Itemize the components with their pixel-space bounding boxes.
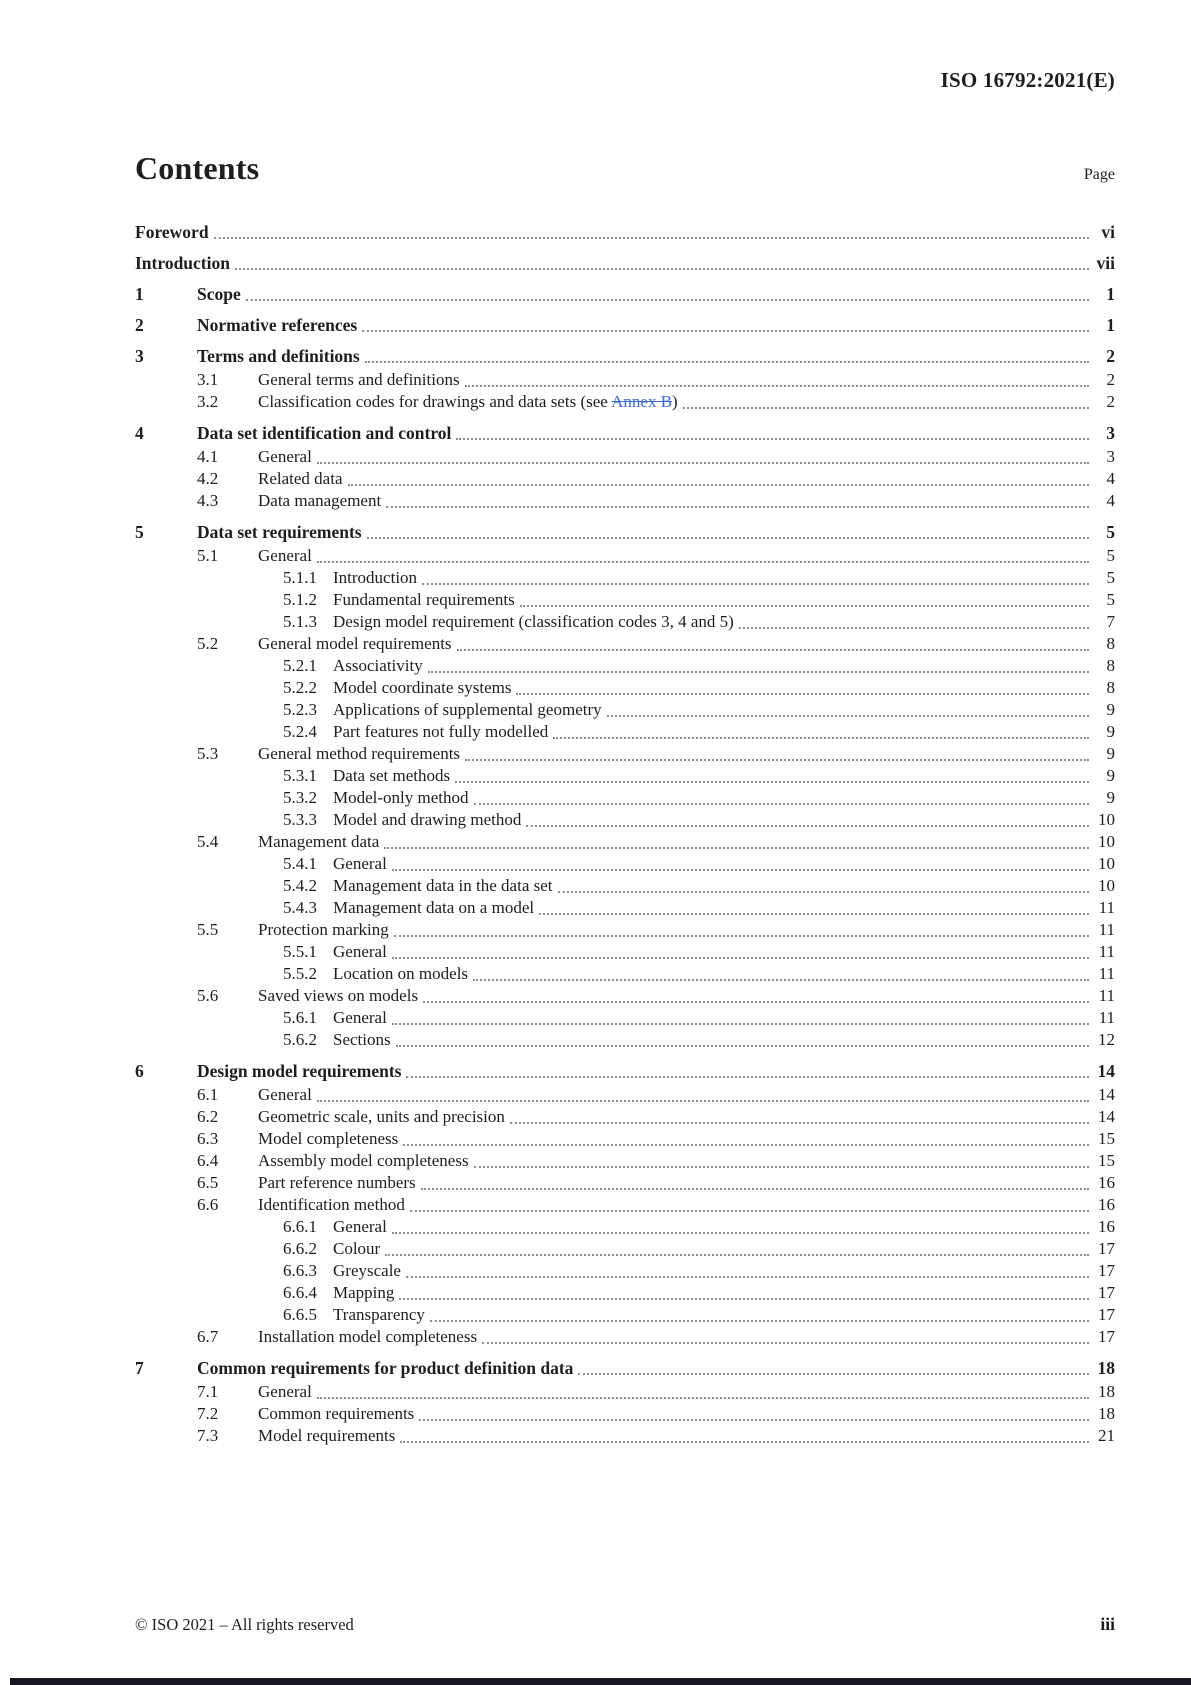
toc-entry-page: 10 (1098, 876, 1115, 895)
toc-entry-page: 2 (1106, 346, 1115, 366)
toc-entry-number: 4.1 (197, 447, 219, 466)
toc-entry-number: 6.6.1 (283, 1217, 317, 1236)
dotted-leader (317, 1397, 1089, 1399)
toc-entry-page: 9 (1106, 722, 1115, 741)
dotted-leader (400, 1441, 1089, 1443)
dotted-leader (526, 825, 1089, 827)
toc-entry-number: 4 (135, 423, 144, 443)
toc-entry-number: 5.2.2 (283, 678, 317, 697)
dotted-leader (386, 506, 1089, 508)
toc-entry[interactable] (135, 721, 1115, 743)
dotted-leader (367, 537, 1089, 539)
toc-entry-number: 6.5 (197, 1173, 219, 1192)
toc-entry-title: Sections (333, 1030, 391, 1049)
toc-entry-page: 10 (1098, 810, 1115, 829)
toc-entry[interactable] (135, 545, 1115, 567)
toc-entry-title: Associativity (333, 656, 423, 675)
toc-entry-title: Applications of supplemental geometry (333, 700, 602, 719)
page-edge-bar (10, 1678, 1191, 1685)
toc-entry-page: 8 (1106, 678, 1115, 697)
toc-entry[interactable] (135, 1357, 1115, 1379)
dotted-leader (428, 671, 1089, 673)
toc-entry-number: 5.4.1 (283, 854, 317, 873)
toc-entry-page: 15 (1098, 1151, 1115, 1170)
toc-entry-page: 16 (1098, 1195, 1115, 1214)
dotted-leader (365, 361, 1089, 363)
annex-b-link[interactable]: Annex B (611, 392, 673, 411)
toc-entry[interactable] (135, 1150, 1115, 1172)
toc-entry-page: 12 (1098, 1030, 1115, 1049)
toc-entry-title: General (258, 546, 312, 565)
toc-entry-title (258, 391, 678, 413)
toc-entry-title: General terms and definitions (258, 370, 460, 389)
toc-entry[interactable] (135, 1425, 1115, 1447)
toc-entry[interactable] (135, 521, 1115, 543)
toc-entry-page: 7 (1106, 612, 1115, 631)
contents-title-row (135, 150, 1115, 187)
dotted-leader (384, 847, 1089, 849)
toc-entry-number: 5.2.1 (283, 656, 317, 675)
toc-entry[interactable] (135, 831, 1115, 853)
toc-entry-title: Scope (197, 284, 241, 304)
toc-entry-title: Model completeness (258, 1129, 399, 1148)
toc-entry-title: Assembly model completeness (258, 1151, 469, 1170)
toc-entry-page: 11 (1098, 1008, 1115, 1027)
dotted-leader (385, 1254, 1089, 1256)
dotted-leader (539, 913, 1089, 915)
dotted-leader (392, 957, 1089, 959)
footer-page-number: iii (1100, 1614, 1115, 1634)
dotted-leader (474, 1166, 1089, 1168)
toc-entry[interactable] (135, 677, 1115, 699)
toc-entry-page: 11 (1098, 920, 1115, 939)
toc-entry-page: 16 (1098, 1173, 1115, 1192)
toc-entry-title: General (333, 854, 387, 873)
toc-entry[interactable] (135, 589, 1115, 611)
toc-entry-number: 5.1.2 (283, 590, 317, 609)
toc-entry-title: Introduction (333, 568, 418, 587)
toc-entry-title: General (333, 942, 387, 961)
dotted-leader (403, 1144, 1089, 1146)
dotted-leader (246, 299, 1089, 301)
toc-entry[interactable] (135, 252, 1115, 274)
toc-entry[interactable] (135, 221, 1115, 243)
toc-entry[interactable] (135, 1304, 1115, 1326)
toc-entry-title: Location on models (333, 964, 469, 983)
dotted-leader (455, 781, 1089, 783)
dotted-leader (457, 649, 1089, 651)
toc-entry-page: 14 (1098, 1085, 1115, 1104)
toc-entry[interactable] (135, 919, 1115, 941)
dotted-leader (456, 438, 1089, 440)
dotted-leader (474, 803, 1089, 805)
toc-entry[interactable] (135, 369, 1115, 391)
toc-entry-page: 4 (1106, 469, 1115, 488)
toc-entry-title: Part reference numbers (258, 1173, 416, 1192)
toc-entry-page: 3 (1106, 447, 1115, 466)
dotted-leader (410, 1210, 1089, 1212)
toc-entry-title: Transparency (333, 1305, 425, 1324)
toc-entry-title: General model requirements (258, 634, 452, 653)
toc-entry-number: 1 (135, 284, 144, 304)
toc-entry-title: Model-only method (333, 788, 469, 807)
toc-entry[interactable] (135, 1260, 1115, 1282)
toc-entry-number: 6.6.4 (283, 1283, 317, 1302)
toc-entry-page: 11 (1098, 898, 1115, 917)
toc-entry[interactable] (135, 875, 1115, 897)
toc-entry[interactable] (135, 345, 1115, 367)
dotted-leader (465, 759, 1089, 761)
toc-entry[interactable] (135, 1381, 1115, 1403)
toc-entry-page: 14 (1098, 1107, 1115, 1126)
toc-entry[interactable] (135, 611, 1115, 633)
toc-entry-title: Colour (333, 1239, 381, 1258)
toc-entry[interactable] (135, 809, 1115, 831)
toc-entry-number: 5.6 (197, 986, 219, 1005)
toc-entry-number: 5.3 (197, 744, 219, 763)
toc-entry[interactable] (135, 422, 1115, 444)
dotted-leader (348, 484, 1090, 486)
toc-entry-page: 4 (1106, 491, 1115, 510)
toc-entry[interactable] (135, 655, 1115, 677)
toc-entry[interactable] (135, 743, 1115, 765)
toc-entry[interactable] (135, 941, 1115, 963)
toc-entry-title: Installation model completeness (258, 1327, 478, 1346)
toc-entry-number: 2 (135, 315, 144, 335)
toc-entry-page: 17 (1098, 1239, 1115, 1258)
dotted-leader (510, 1122, 1089, 1124)
toc-entry-title: Management data (258, 832, 380, 851)
toc-entry-page: 5 (1106, 590, 1115, 609)
toc-entry-page: 17 (1098, 1261, 1115, 1280)
toc-entry[interactable] (135, 1172, 1115, 1194)
toc-entry-number: 6.6.2 (283, 1239, 317, 1258)
toc-entry-page: 15 (1098, 1129, 1115, 1148)
toc-entry-page: 9 (1106, 766, 1115, 785)
toc-entry-title: Normative references (197, 315, 358, 335)
toc-entry[interactable] (135, 1326, 1115, 1348)
dotted-leader (422, 583, 1089, 585)
toc-entry-page: 5 (1106, 546, 1115, 565)
dotted-leader (317, 561, 1089, 563)
toc-entry-title: Mapping (333, 1283, 395, 1302)
toc-entry-title: Management data in the data set (333, 876, 553, 895)
toc-entry-title: Terms and definitions (197, 346, 360, 366)
toc-entry[interactable] (135, 1216, 1115, 1238)
dotted-leader (394, 935, 1089, 937)
toc-entry-title: General (258, 1382, 312, 1401)
toc-entry-number: 5.3.3 (283, 810, 317, 829)
toc-entry[interactable] (135, 446, 1115, 468)
toc-entry[interactable] (135, 985, 1115, 1007)
toc-entry[interactable] (135, 765, 1115, 787)
toc-entry-title: Part features not fully modelled (333, 722, 549, 741)
toc-entry-number: 5.2.3 (283, 700, 317, 719)
toc-entry-page: 1 (1106, 284, 1115, 304)
dotted-leader (553, 737, 1089, 739)
toc-entry-number: 6.6.5 (283, 1305, 317, 1324)
toc-entry-number: 5.6.1 (283, 1008, 317, 1027)
toc-entry-title: Related data (258, 469, 343, 488)
toc-entry-page: 10 (1098, 854, 1115, 873)
toc-entry-page: 18 (1098, 1382, 1115, 1401)
toc-entry-number: 6.6 (197, 1195, 219, 1214)
toc-entry-page: 3 (1106, 423, 1115, 443)
dotted-leader (423, 1001, 1089, 1003)
table-of-contents (135, 212, 1115, 1447)
dotted-leader (578, 1373, 1089, 1375)
toc-entry-title: Greyscale (333, 1261, 401, 1280)
dotted-leader (214, 237, 1089, 239)
toc-entry-title: General (333, 1217, 387, 1236)
toc-entry-title: Data set requirements (197, 522, 362, 542)
toc-entry-page: vi (1101, 222, 1115, 242)
dotted-leader (362, 330, 1089, 332)
toc-entry-page: 2 (1106, 392, 1115, 411)
toc-entry-number: 7 (135, 1358, 144, 1378)
dotted-leader (516, 693, 1089, 695)
toc-entry-number: 6 (135, 1061, 144, 1081)
toc-entry[interactable] (135, 1403, 1115, 1425)
toc-entry-number: 7.1 (197, 1382, 219, 1401)
toc-entry-title: Common requirements (258, 1404, 415, 1423)
toc-entry-page: 9 (1106, 744, 1115, 763)
toc-entry-title: Data set methods (333, 766, 451, 785)
dotted-leader (683, 407, 1089, 409)
toc-entry[interactable] (135, 1029, 1115, 1051)
dotted-leader (235, 268, 1089, 270)
dotted-leader (406, 1076, 1089, 1078)
toc-entry-number: 7.3 (197, 1426, 219, 1445)
dotted-leader (607, 715, 1089, 717)
toc-entry[interactable] (135, 314, 1115, 336)
toc-entry[interactable] (135, 391, 1115, 413)
toc-entry-page: 16 (1098, 1217, 1115, 1236)
toc-entry-title: Geometric scale, units and precision (258, 1107, 505, 1126)
toc-entry[interactable] (135, 699, 1115, 721)
dotted-leader (419, 1419, 1089, 1421)
toc-entry-number: 5.3.1 (283, 766, 317, 785)
toc-entry-number: 5.3.2 (283, 788, 317, 807)
toc-entry-title: Identification method (258, 1195, 405, 1214)
toc-entry-page: 11 (1098, 986, 1115, 1005)
toc-entry[interactable] (135, 283, 1115, 305)
document-id-header: ISO 16792:2021(E) (940, 68, 1115, 92)
toc-entry[interactable] (135, 1106, 1115, 1128)
toc-entry-page: 9 (1106, 788, 1115, 807)
toc-entry-number: 5.2.4 (283, 722, 317, 741)
toc-entry-page: 5 (1106, 568, 1115, 587)
toc-entry-title: Foreword (135, 222, 209, 242)
toc-entry-title: Model and drawing method (333, 810, 522, 829)
toc-entry-title: Common requirements for product definition data (197, 1358, 574, 1378)
toc-entry[interactable] (135, 567, 1115, 589)
toc-entry-page: 11 (1098, 942, 1115, 961)
toc-entry-number: 5.4 (197, 832, 219, 851)
toc-entry-number: 6.2 (197, 1107, 219, 1126)
toc-entry-number: 4.2 (197, 469, 219, 488)
toc-entry[interactable] (135, 1282, 1115, 1304)
toc-entry[interactable] (135, 1128, 1115, 1150)
toc-entry-title: Model requirements (258, 1426, 396, 1445)
toc-entry-page: 17 (1098, 1283, 1115, 1302)
toc-entry-title: Management data on a model (333, 898, 535, 917)
dotted-leader (399, 1298, 1089, 1300)
toc-entry[interactable] (135, 787, 1115, 809)
toc-entry-number: 4.3 (197, 491, 219, 510)
toc-entry-title: Data management (258, 491, 382, 510)
toc-entry-page: vii (1096, 253, 1115, 273)
toc-entry-page: 5 (1106, 522, 1115, 542)
toc-entry-number: 5.5 (197, 920, 219, 939)
toc-entry-number: 5.1.3 (283, 612, 317, 631)
toc-entry-page: 8 (1106, 634, 1115, 653)
dotted-leader (739, 627, 1089, 629)
toc-entry-number: 5.5.1 (283, 942, 317, 961)
dotted-leader (406, 1276, 1089, 1278)
toc-entry-number: 6.6.3 (283, 1261, 317, 1280)
toc-entry-title: Model coordinate systems (333, 678, 512, 697)
toc-entry-page: 17 (1098, 1305, 1115, 1324)
dotted-leader (473, 979, 1089, 981)
toc-entry-number: 5.6.2 (283, 1030, 317, 1049)
page-footer (135, 1614, 1115, 1635)
dotted-leader (465, 385, 1089, 387)
toc-entry[interactable] (135, 490, 1115, 512)
toc-entry-number: 3 (135, 346, 144, 366)
toc-entry-title: Protection marking (258, 920, 389, 939)
toc-entry-title: General (258, 1085, 312, 1104)
toc-entry-page: 1 (1106, 315, 1115, 335)
toc-entry[interactable] (135, 853, 1115, 875)
toc-entry-number: 5 (135, 522, 144, 542)
toc-entry-title-text: ) (672, 392, 678, 411)
dotted-leader (482, 1342, 1089, 1344)
toc-entry[interactable] (135, 468, 1115, 490)
toc-entry-page: 21 (1098, 1426, 1115, 1445)
toc-entry-title: General (258, 447, 312, 466)
toc-entry-page: 18 (1097, 1358, 1115, 1378)
dotted-leader (520, 605, 1089, 607)
dotted-leader (396, 1045, 1089, 1047)
toc-entry-number: 3.1 (197, 370, 219, 389)
toc-entry-page: 10 (1098, 832, 1115, 851)
toc-entry-title: Fundamental requirements (333, 590, 515, 609)
toc-entry-page: 18 (1098, 1404, 1115, 1423)
toc-entry-page: 2 (1106, 370, 1115, 389)
dotted-leader (558, 891, 1090, 893)
toc-entry-page: 17 (1098, 1327, 1115, 1346)
toc-entry-number: 3.2 (197, 392, 219, 411)
page-column-label: Page (1083, 166, 1115, 183)
toc-entry-page: 9 (1106, 700, 1115, 719)
toc-entry[interactable] (135, 897, 1115, 919)
toc-entry[interactable] (135, 1238, 1115, 1260)
toc-entry-title: Design model requirement (classification codes 3, 4 and 5) (333, 612, 734, 631)
toc-entry-number: 7.2 (197, 1404, 219, 1423)
footer-copyright: © ISO 2021 – All rights reserved (135, 1615, 354, 1634)
toc-entry-page: 8 (1106, 656, 1115, 675)
toc-entry-title: Design model requirements (197, 1061, 402, 1081)
dotted-leader (317, 462, 1089, 464)
toc-entry-number: 5.5.2 (283, 964, 317, 983)
toc-entry[interactable] (135, 1084, 1115, 1106)
toc-entry-title: Saved views on models (258, 986, 419, 1005)
dotted-leader (317, 1100, 1089, 1102)
toc-entry-title: Introduction (135, 253, 230, 273)
dotted-leader (392, 1232, 1089, 1234)
toc-entry[interactable] (135, 963, 1115, 985)
toc-entry[interactable] (135, 633, 1115, 655)
page-title: Contents (135, 150, 260, 186)
toc-entry-number: 6.3 (197, 1129, 219, 1148)
toc-entry-number: 6.7 (197, 1327, 219, 1346)
toc-entry-number: 5.1.1 (283, 568, 317, 587)
toc-entry-title: General method requirements (258, 744, 461, 763)
toc-entry-number: 5.4.3 (283, 898, 317, 917)
toc-entry-number: 5.2 (197, 634, 219, 653)
toc-entry[interactable] (135, 1060, 1115, 1082)
toc-entry-title-text: Classification codes for drawings and data sets (see (258, 392, 612, 411)
toc-entry-number: 6.1 (197, 1085, 219, 1104)
toc-entry-number: 5.1 (197, 546, 219, 565)
toc-entry-page: 14 (1097, 1061, 1115, 1081)
toc-entry-number: 6.4 (197, 1151, 219, 1170)
toc-entry[interactable] (135, 1007, 1115, 1029)
dotted-leader (430, 1320, 1089, 1322)
dotted-leader (392, 869, 1089, 871)
dotted-leader (392, 1023, 1089, 1025)
toc-entry-title: Data set identification and control (197, 423, 452, 443)
dotted-leader (421, 1188, 1089, 1190)
toc-entry[interactable] (135, 1194, 1115, 1216)
toc-entry-title: General (333, 1008, 387, 1027)
toc-entry-page: 11 (1098, 964, 1115, 983)
toc-entry-number: 5.4.2 (283, 876, 317, 895)
